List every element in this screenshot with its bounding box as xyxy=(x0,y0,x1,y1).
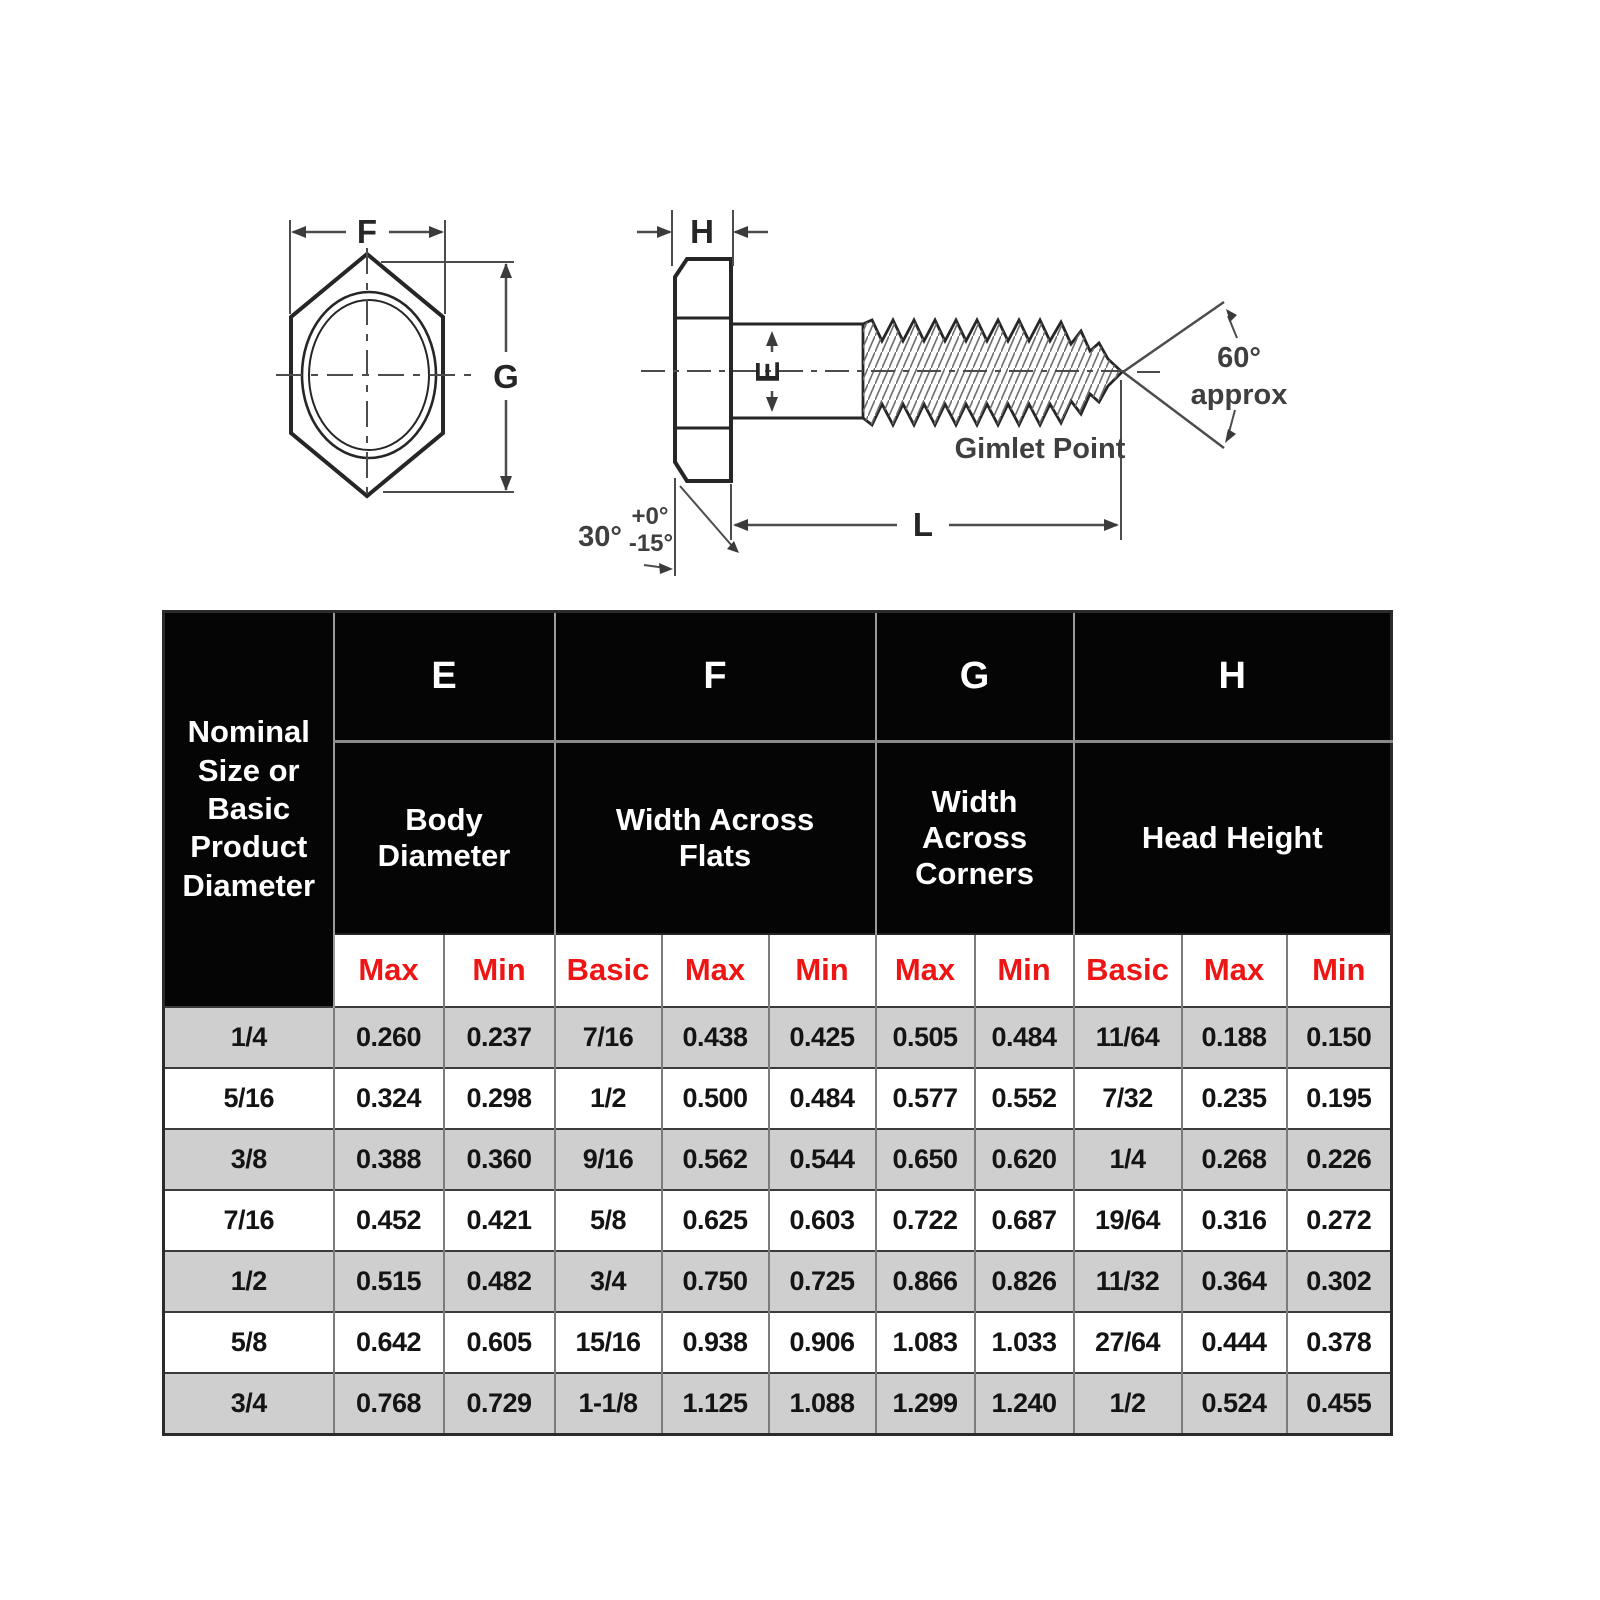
corner-line: Basic xyxy=(207,791,291,827)
value-cell: 0.552 xyxy=(975,1068,1074,1129)
value-cell: 0.650 xyxy=(876,1129,975,1190)
row-size-cell: 7/16 xyxy=(164,1190,334,1251)
value-cell: 7/32 xyxy=(1074,1068,1182,1129)
value-cell: 0.150 xyxy=(1287,1007,1392,1068)
value-cell: 27/64 xyxy=(1074,1312,1182,1373)
chamfer-angle-label: 30° xyxy=(578,521,622,553)
lag-screw-dimension-table xyxy=(162,610,1393,1436)
row-size-cell: 1/4 xyxy=(164,1007,334,1068)
group-name-f: Width Across Flats xyxy=(555,742,876,934)
spec-table-body xyxy=(164,1007,1392,1435)
value-cell: 0.237 xyxy=(444,1007,555,1068)
value-cell: 1/2 xyxy=(1074,1373,1182,1435)
value-cell: 5/8 xyxy=(555,1190,662,1251)
value-cell: 0.444 xyxy=(1182,1312,1287,1373)
value-cell: 0.577 xyxy=(876,1068,975,1129)
row-size-cell: 5/8 xyxy=(164,1312,334,1373)
table-row xyxy=(164,1312,1392,1373)
subheader-f-min: Min xyxy=(769,934,876,1007)
dim-label-f: F xyxy=(356,213,378,250)
chamfer-angle-callout xyxy=(578,478,739,576)
subheader-h-basic: Basic xyxy=(1074,934,1182,1007)
table-row xyxy=(164,1373,1392,1435)
lag-screw-side-view xyxy=(578,210,1287,576)
group-letter-e: E xyxy=(334,612,555,742)
drawing-svg xyxy=(140,135,1460,610)
gimlet-point-label: Gimlet Point xyxy=(954,433,1126,465)
chamfer-tol-plus-label: +0° xyxy=(631,503,669,530)
row-size-cell: 1/2 xyxy=(164,1251,334,1312)
value-cell: 0.438 xyxy=(662,1007,769,1068)
value-cell: 0.324 xyxy=(334,1068,444,1129)
value-cell: 0.729 xyxy=(444,1373,555,1435)
corner-line: Nominal xyxy=(187,714,310,750)
value-cell: 0.298 xyxy=(444,1068,555,1129)
value-cell: 0.725 xyxy=(769,1251,876,1312)
value-cell: 0.235 xyxy=(1182,1068,1287,1129)
value-cell: 0.316 xyxy=(1182,1190,1287,1251)
group-name-h: Head Height xyxy=(1074,742,1392,934)
group-letter-h: H xyxy=(1074,612,1392,742)
value-cell: 0.455 xyxy=(1287,1373,1392,1435)
hex-head-front-view xyxy=(276,213,519,502)
value-cell: 0.364 xyxy=(1182,1251,1287,1312)
value-cell: 0.452 xyxy=(334,1190,444,1251)
value-cell: 0.625 xyxy=(662,1190,769,1251)
table-row xyxy=(164,1251,1392,1312)
table-row xyxy=(164,1068,1392,1129)
group-name-e: Body Diameter xyxy=(334,742,555,934)
value-cell: 0.938 xyxy=(662,1312,769,1373)
value-cell: 0.226 xyxy=(1287,1129,1392,1190)
dim-label-l: L xyxy=(912,506,934,543)
value-cell: 0.378 xyxy=(1287,1312,1392,1373)
value-cell: 0.562 xyxy=(662,1129,769,1190)
dim-label-h: H xyxy=(690,213,714,250)
dim-label-e: E xyxy=(749,360,786,384)
value-cell: 0.620 xyxy=(975,1129,1074,1190)
value-cell: 1-1/8 xyxy=(555,1373,662,1435)
value-cell: 0.544 xyxy=(769,1129,876,1190)
subheader-f-max: Max xyxy=(662,934,769,1007)
value-cell: 0.642 xyxy=(334,1312,444,1373)
value-cell: 1.083 xyxy=(876,1312,975,1373)
group-letter-g: G xyxy=(876,612,1074,742)
dimension-g xyxy=(381,262,519,492)
chamfer-tol-minus-label: -15° xyxy=(628,530,674,557)
value-cell: 0.421 xyxy=(444,1190,555,1251)
row-size-cell: 5/16 xyxy=(164,1068,334,1129)
value-cell: 0.605 xyxy=(444,1312,555,1373)
subheader-g-max: Max xyxy=(876,934,975,1007)
value-cell: 0.260 xyxy=(334,1007,444,1068)
subheader-g-min: Min xyxy=(975,934,1074,1007)
tip-angle-label: 60° xyxy=(1217,342,1261,374)
value-cell: 1.033 xyxy=(975,1312,1074,1373)
subheader-h-min: Min xyxy=(1287,934,1392,1007)
tip-angle-approx-label: approx xyxy=(1190,379,1288,411)
value-cell: 1.299 xyxy=(876,1373,975,1435)
value-cell: 0.515 xyxy=(334,1251,444,1312)
value-cell: 1.125 xyxy=(662,1373,769,1435)
value-cell: 0.482 xyxy=(444,1251,555,1312)
value-cell: 7/16 xyxy=(555,1007,662,1068)
value-cell: 11/64 xyxy=(1074,1007,1182,1068)
table-row xyxy=(164,1007,1392,1068)
group-name-g: Width Across Corners xyxy=(876,742,1074,934)
dimension-e xyxy=(749,331,786,412)
value-cell: 1/4 xyxy=(1074,1129,1182,1190)
corner-header-cell xyxy=(164,612,334,1007)
value-cell: 0.750 xyxy=(662,1251,769,1312)
value-cell: 0.524 xyxy=(1182,1373,1287,1435)
value-cell: 0.826 xyxy=(975,1251,1074,1312)
subheader-h-max: Max xyxy=(1182,934,1287,1007)
row-size-cell: 3/4 xyxy=(164,1373,334,1435)
subheader-f-basic: Basic xyxy=(555,934,662,1007)
value-cell: 1/2 xyxy=(555,1068,662,1129)
value-cell: 0.603 xyxy=(769,1190,876,1251)
value-cell: 19/64 xyxy=(1074,1190,1182,1251)
value-cell: 0.768 xyxy=(334,1373,444,1435)
value-cell: 0.866 xyxy=(876,1251,975,1312)
value-cell: 0.195 xyxy=(1287,1068,1392,1129)
value-cell: 0.484 xyxy=(769,1068,876,1129)
value-cell: 3/4 xyxy=(555,1251,662,1312)
thread-hatching xyxy=(861,314,1125,432)
value-cell: 1.088 xyxy=(769,1373,876,1435)
value-cell: 1.240 xyxy=(975,1373,1074,1435)
value-cell: 0.500 xyxy=(662,1068,769,1129)
table-row xyxy=(164,1190,1392,1251)
value-cell: 0.505 xyxy=(876,1007,975,1068)
table-row xyxy=(164,1129,1392,1190)
value-cell: 0.906 xyxy=(769,1312,876,1373)
group-letter-f: F xyxy=(555,612,876,742)
lag-screw-technical-drawing xyxy=(140,135,1460,610)
row-size-cell: 3/8 xyxy=(164,1129,334,1190)
tip-angle-callout xyxy=(1123,302,1287,448)
value-cell: 0.687 xyxy=(975,1190,1074,1251)
corner-line: Size or xyxy=(197,752,300,788)
value-cell: 0.484 xyxy=(975,1007,1074,1068)
corner-line: Diameter xyxy=(182,867,316,903)
value-cell: 0.188 xyxy=(1182,1007,1287,1068)
corner-line: Product xyxy=(190,829,308,865)
value-cell: 0.722 xyxy=(876,1190,975,1251)
subheader-e-min: Min xyxy=(444,934,555,1007)
dim-label-g: G xyxy=(493,358,519,395)
value-cell: 9/16 xyxy=(555,1129,662,1190)
subheader-e-max: Max xyxy=(334,934,444,1007)
value-cell: 0.268 xyxy=(1182,1129,1287,1190)
value-cell: 15/16 xyxy=(555,1312,662,1373)
value-cell: 0.360 xyxy=(444,1129,555,1190)
value-cell: 0.272 xyxy=(1287,1190,1392,1251)
value-cell: 0.302 xyxy=(1287,1251,1392,1312)
value-cell: 0.388 xyxy=(334,1129,444,1190)
value-cell: 0.425 xyxy=(769,1007,876,1068)
value-cell: 11/32 xyxy=(1074,1251,1182,1312)
